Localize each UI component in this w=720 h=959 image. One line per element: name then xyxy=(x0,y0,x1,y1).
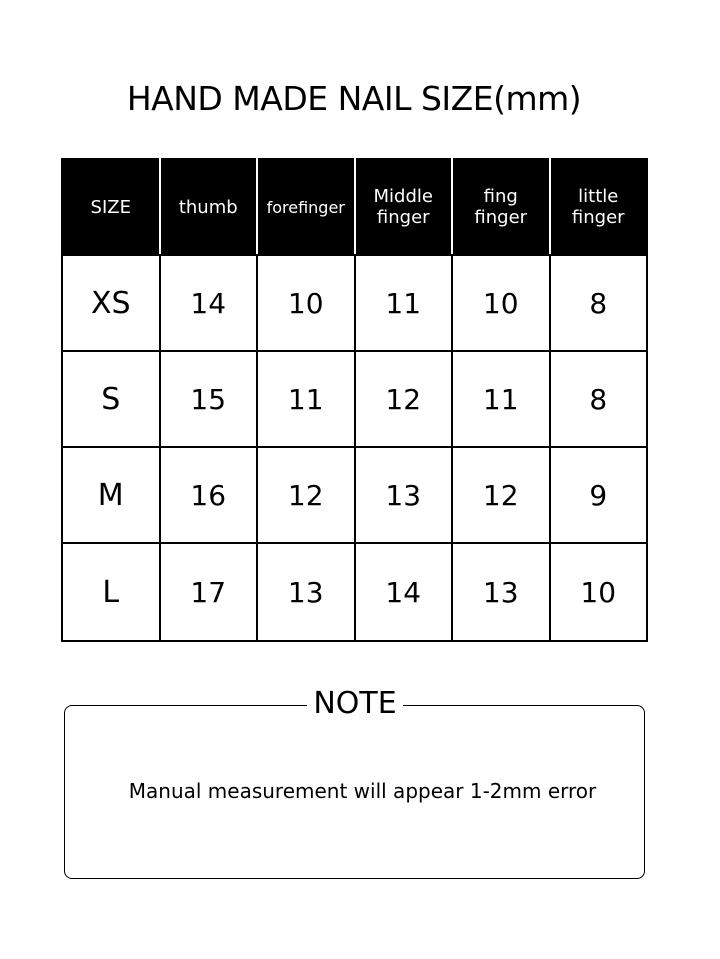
value-cell: 14 xyxy=(355,543,453,641)
header-little-finger xyxy=(550,159,648,255)
value-cell: 13 xyxy=(257,543,355,641)
value-cell: 11 xyxy=(355,255,453,351)
header-label: SIZE xyxy=(90,196,131,218)
value-cell: 8 xyxy=(550,255,648,351)
header-middle-finger xyxy=(355,159,453,255)
size-cell: L xyxy=(62,543,160,641)
value-cell: 15 xyxy=(160,351,258,447)
value-cell: 12 xyxy=(257,447,355,543)
header-label: finger xyxy=(474,207,528,228)
size-cell: XS xyxy=(62,255,160,351)
header-thumb xyxy=(160,159,258,255)
note-title-label: NOTE xyxy=(307,686,402,721)
header-label: forefinger xyxy=(266,197,345,217)
value-cell: 17 xyxy=(160,543,258,641)
value-cell: 14 xyxy=(160,255,258,351)
table-row xyxy=(62,255,647,351)
page-title: HAND MADE NAIL SIZE(mm) xyxy=(126,79,582,118)
header-label: finger xyxy=(571,207,625,228)
value-cell: 11 xyxy=(257,351,355,447)
note-text: Manual measurement will appear 1-2mm error xyxy=(128,779,597,803)
header-ring-finger xyxy=(452,159,550,255)
value-cell: 13 xyxy=(452,543,550,641)
value-cell: 8 xyxy=(550,351,648,447)
value-cell: 10 xyxy=(452,255,550,351)
header-label: thumb xyxy=(178,196,238,218)
header-label: little xyxy=(578,186,619,207)
table-row xyxy=(62,447,647,543)
table-header-row xyxy=(62,159,647,255)
header-forefinger xyxy=(257,159,355,255)
header-label: finger xyxy=(376,207,430,228)
value-cell: 9 xyxy=(550,447,648,543)
header-label: Middle xyxy=(373,186,433,207)
header-size xyxy=(62,159,160,255)
table-row xyxy=(62,543,647,641)
nail-size-table xyxy=(61,158,648,642)
value-cell: 12 xyxy=(452,447,550,543)
value-cell: 11 xyxy=(452,351,550,447)
value-cell: 12 xyxy=(355,351,453,447)
value-cell: 10 xyxy=(257,255,355,351)
size-cell: M xyxy=(62,447,160,543)
header-label: fing xyxy=(483,186,518,207)
value-cell: 16 xyxy=(160,447,258,543)
value-cell: 10 xyxy=(550,543,648,641)
table-row xyxy=(62,351,647,447)
value-cell: 13 xyxy=(355,447,453,543)
note-title xyxy=(0,683,710,725)
size-cell: S xyxy=(62,351,160,447)
